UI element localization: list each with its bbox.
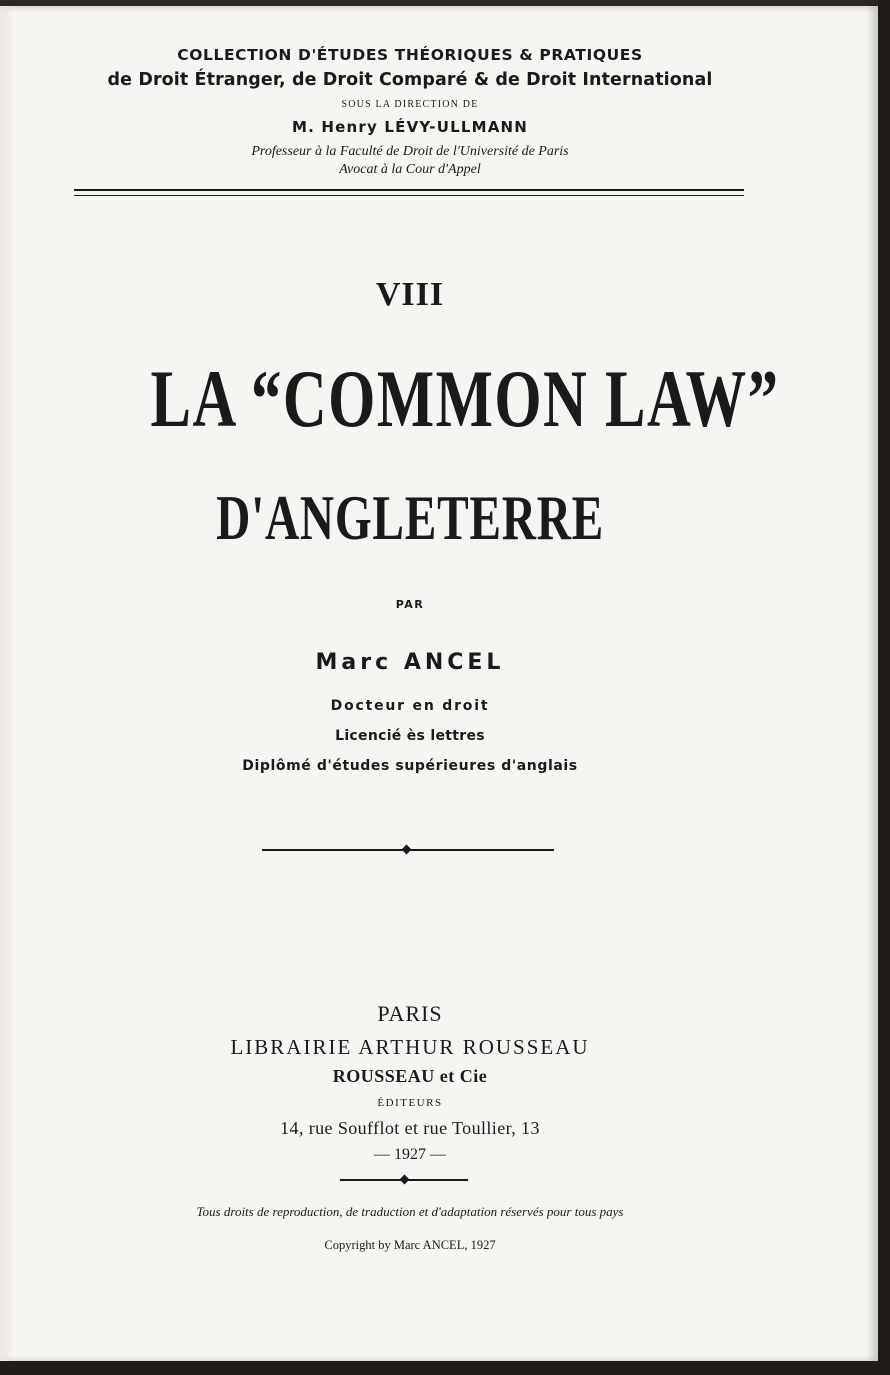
page-bottom-shadow — [0, 1361, 890, 1375]
volume-number: VIII — [375, 276, 445, 313]
par-label: PAR — [395, 598, 425, 611]
subtitle: D'ANGLETERRE — [216, 482, 604, 553]
collection-line-1: COLLECTION D'ÉTUDES THÉORIQUES & PRATIQUES — [177, 46, 643, 64]
page-edge-shading — [0, 6, 14, 1362]
rights-reserved: Tous droits de reproduction, de traduction et d'adaptation réservés pour tous pays — [196, 1204, 624, 1219]
binding-shadow — [878, 0, 890, 1375]
director-name: M. Henry LÉVY-ULLMANN — [291, 118, 529, 136]
director-title-1: Professeur à la Faculté de Droit de l'Université de Paris — [251, 144, 569, 159]
publisher-address: 14, rue Soufflot et rue Toullier, 13 — [280, 1118, 540, 1138]
publisher-city: PARIS — [377, 1001, 443, 1026]
director-title-2: Avocat à la Cour d'Appel — [339, 162, 481, 177]
header-rule-top — [74, 189, 744, 191]
author-credential-3: Diplômé d'études supérieures d'anglais — [242, 758, 578, 774]
author-credential-1: Docteur en droit — [330, 698, 490, 714]
main-title: LA “COMMON LAW” — [150, 353, 780, 444]
publisher-name: LIBRAIRIE ARTHUR ROUSSEAU — [230, 1035, 590, 1059]
collection-line-2: de Droit Étranger, de Droit Comparé & de Droit International — [107, 70, 713, 90]
year-rule-diamond — [400, 1175, 410, 1185]
direction-label: SOUS LA DIRECTION DE — [341, 99, 479, 110]
publication-year: — 1927 — — [374, 1146, 446, 1163]
publisher-company: ROUSSEAU et Cie — [332, 1066, 488, 1086]
title-page — [0, 6, 878, 1362]
copyright-notice: Copyright by Marc ANCEL, 1927 — [324, 1238, 496, 1252]
author-name: Marc ANCEL — [315, 650, 505, 675]
ornament-diamond — [402, 845, 412, 855]
header-rule-bottom — [74, 195, 744, 196]
subtitle-wrap — [40, 481, 780, 551]
main-title-wrap — [40, 352, 780, 442]
publisher-role: ÉDITEURS — [377, 1097, 443, 1109]
author-credential-2: Licencié ès lettres — [335, 728, 485, 744]
